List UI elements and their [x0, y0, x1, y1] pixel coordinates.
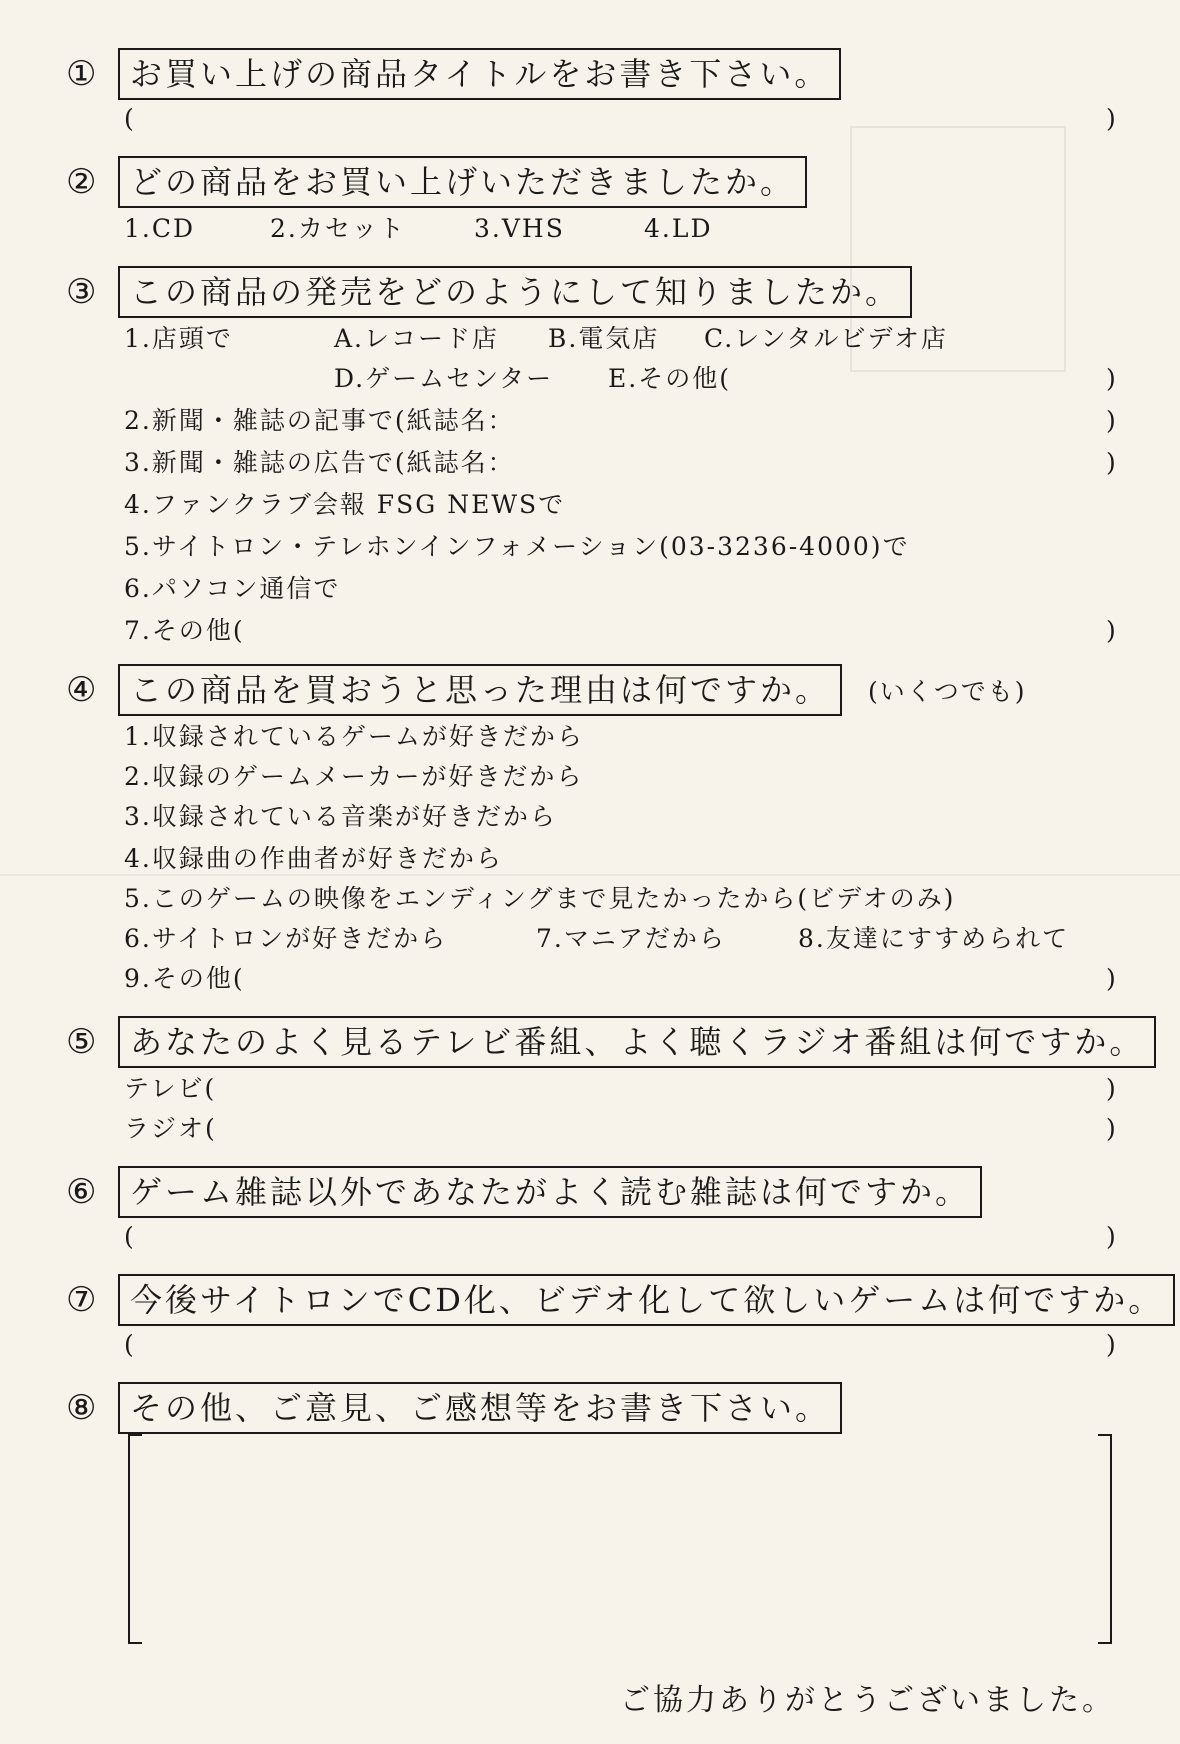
option-cassette: 2.カセット: [270, 214, 406, 243]
question-5: [66, 1016, 1156, 1068]
close-paren: ): [1106, 616, 1116, 645]
question-number: ⑤: [66, 1022, 97, 1062]
option-ld: 4.LD: [644, 214, 713, 243]
question-3: [66, 266, 912, 318]
question-number: ⑦: [66, 1280, 97, 1320]
reason-game: 1.収録されているゲームが好きだから: [124, 722, 584, 751]
option-pc-network: 6.パソコン通信で: [124, 574, 341, 603]
option-record-store: A.レコード店: [334, 324, 500, 353]
question-title: どの商品をお買い上げいただきましたか。: [118, 156, 807, 208]
close-paren: ): [1106, 1114, 1116, 1143]
reason-mania: 7.マニアだから: [536, 924, 726, 953]
question-6: [66, 1166, 982, 1218]
option-telephone-info: 5.サイトロン・テレホンインフォメーション(03-3236-4000)で: [124, 532, 910, 561]
reason-maker: 2.収録のゲームメーカーが好きだから: [124, 762, 584, 791]
question-title: ゲーム雑誌以外であなたがよく読む雑誌は何ですか。: [118, 1166, 982, 1218]
answer-open-paren: (: [124, 104, 134, 133]
question-2: [66, 156, 807, 208]
question-8: [66, 1382, 842, 1434]
option-store: 1.店頭で: [124, 324, 233, 353]
question-4: [66, 664, 1027, 716]
option-fanclub: 4.ファンクラブ会報 FSG NEWSで: [124, 490, 566, 519]
reason-music: 3.収録されている音楽が好きだから: [124, 802, 557, 831]
answer-close-paren: ): [1106, 104, 1116, 133]
comment-bracket: [128, 1434, 1112, 1640]
option-cd: 1.CD: [124, 214, 196, 243]
question-number: ⑥: [66, 1172, 97, 1212]
tv-label: テレビ(: [124, 1074, 217, 1103]
answer-open-paren: (: [124, 1222, 134, 1251]
option-game-center: D.ゲームセンター: [334, 364, 554, 393]
question-number: ②: [66, 162, 97, 202]
close-paren: ): [1106, 964, 1116, 993]
close-paren: ): [1106, 448, 1116, 477]
option-vhs: 3.VHS: [474, 214, 565, 243]
question-1: [66, 48, 841, 100]
question-title: この商品の発売をどのようにして知りましたか。: [118, 266, 912, 318]
option-electronics-store: B.電気店: [548, 324, 660, 353]
close-paren: ): [1106, 406, 1116, 435]
reason-friend: 8.友達にすすめられて: [798, 924, 1070, 953]
answer-close-paren: ): [1106, 1330, 1116, 1359]
option-other-store: E.その他(: [608, 364, 731, 393]
reason-composer: 4.収録曲の作曲者が好きだから: [124, 844, 503, 873]
reason-other: 9.その他(: [124, 964, 245, 993]
answer-close-paren: ): [1106, 1222, 1116, 1251]
question-title: 今後サイトロンでCD化、ビデオ化して欲しいゲームは何ですか。: [118, 1274, 1175, 1326]
close-paren: ): [1106, 1074, 1116, 1103]
question-title: この商品を買おうと思った理由は何ですか。: [118, 664, 842, 716]
reason-ending-video: 5.このゲームの映像をエンディングまで見たかったから(ビデオのみ): [124, 884, 956, 913]
fold-crease: [0, 874, 1180, 876]
option-article: 2.新聞・雑誌の記事で(紙誌名：: [124, 406, 515, 435]
question-title: あなたのよく見るテレビ番組、よく聴くラジオ番組は何ですか。: [118, 1016, 1156, 1068]
question-title: お買い上げの商品タイトルをお書き下さい。: [118, 48, 841, 100]
option-other: 7.その他(: [124, 616, 245, 645]
question-note: (いくつでも): [868, 677, 1027, 706]
answer-open-paren: (: [124, 1330, 134, 1359]
question-title: その他、ご意見、ご感想等をお書き下さい。: [118, 1382, 842, 1434]
left-bracket: [128, 1434, 142, 1644]
thanks-message: ご協力ありがとうございました。: [620, 1683, 1115, 1718]
question-number: ⑧: [66, 1388, 97, 1428]
question-number: ③: [66, 272, 97, 312]
radio-label: ラジオ(: [124, 1114, 217, 1143]
question-number: ①: [66, 54, 97, 94]
close-paren: ): [1106, 364, 1116, 393]
right-bracket: [1098, 1434, 1112, 1644]
question-number: ④: [66, 670, 97, 710]
option-advertisement: 3.新聞・雑誌の広告で(紙誌名：: [124, 448, 515, 477]
question-7: [66, 1274, 1175, 1326]
reason-scitron: 6.サイトロンが好きだから: [124, 924, 448, 953]
option-rental-video-store: C.レンタルビデオ店: [704, 324, 949, 353]
